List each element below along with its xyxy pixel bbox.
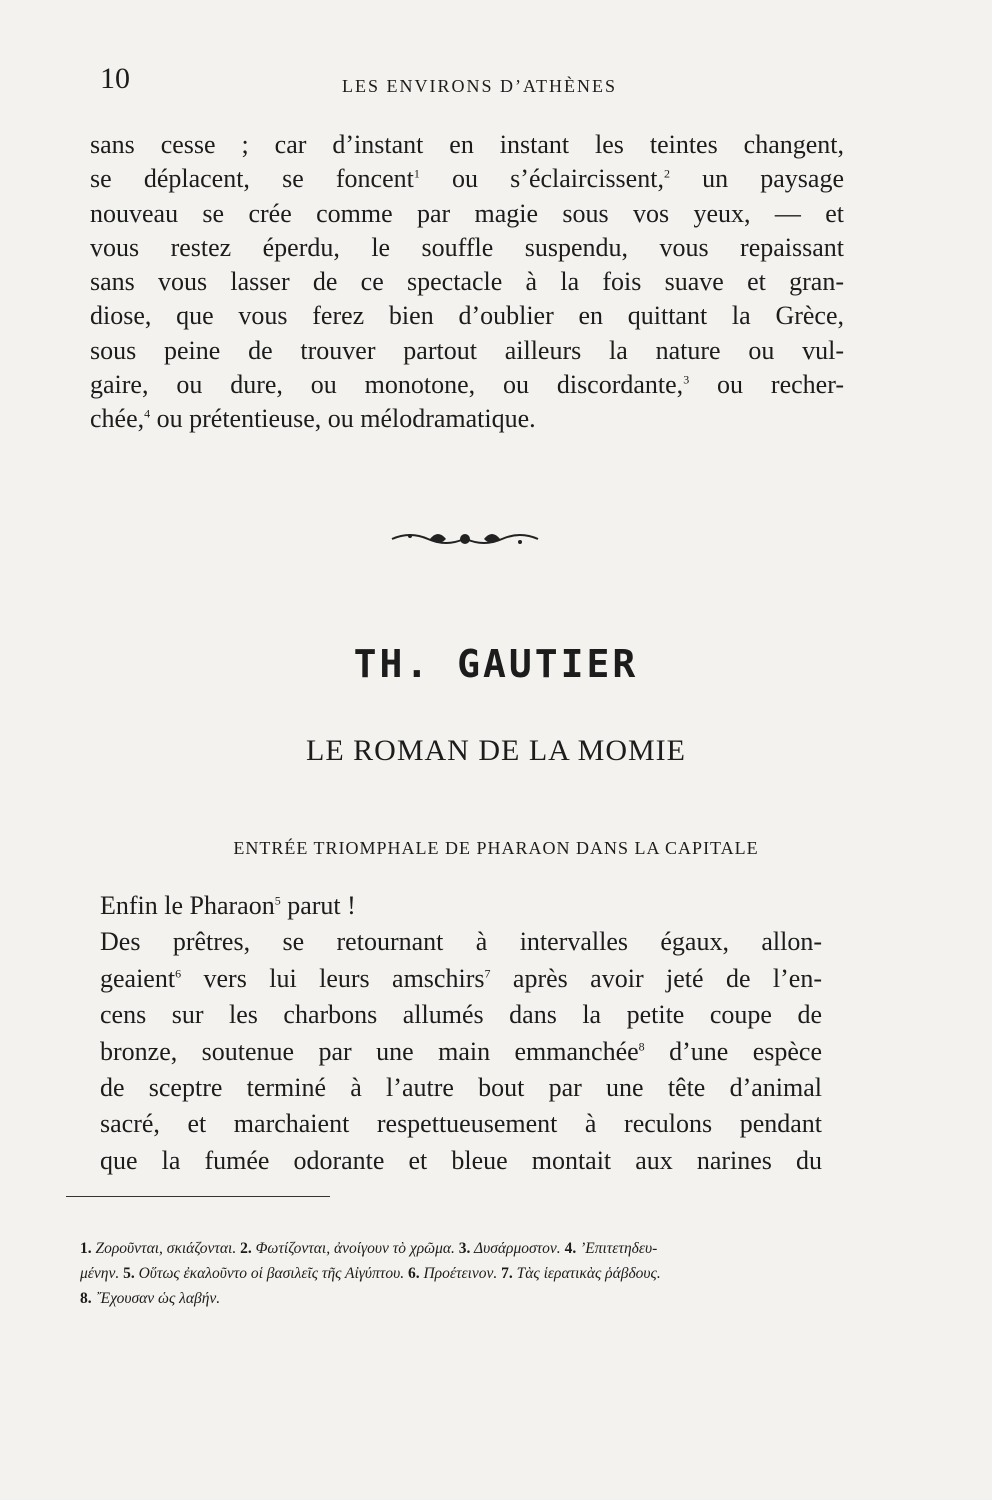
text-line: Des prêtres, se retournant à intervalles égaux, allon- xyxy=(100,927,822,957)
text-line: sacré, et marchaient respettueusement à reculons pendant xyxy=(100,1109,822,1139)
text-line xyxy=(90,402,844,436)
footnote-line xyxy=(80,1261,822,1286)
footnote-marker: 1 xyxy=(413,166,420,181)
page-number: 10 xyxy=(100,62,130,95)
running-title: LES ENVIRONS D’ATHÈNES xyxy=(342,76,617,96)
text-fragment: après avoir jeté de l’en- xyxy=(490,963,822,993)
footnote-text: Δυσάρμοστον. xyxy=(470,1240,561,1257)
text-fragment: un paysage xyxy=(669,164,844,194)
footnote-number: 4. xyxy=(560,1240,577,1257)
text-line: sous peine de trouver partout ailleurs la nature ou vul- xyxy=(90,335,844,365)
text-line: cens sur les charbons allumés dans la petite coupe de xyxy=(100,1000,822,1030)
footnote-number: 1. xyxy=(80,1240,92,1257)
running-head xyxy=(90,60,850,100)
footnote-line xyxy=(80,1236,822,1261)
footnote-number: 8. xyxy=(80,1290,92,1307)
footnote-text: Τὰς ἱερατικὰς ῥάβδους. xyxy=(512,1265,661,1282)
footnote-number: 6. xyxy=(404,1265,420,1282)
text-line xyxy=(100,888,822,924)
text-fragment: se déplacent, se foncent xyxy=(90,164,414,194)
footnote-marker: 2 xyxy=(663,166,670,181)
text-fragment: d’une espèce xyxy=(644,1036,822,1066)
work-title: LE ROMAN DE LA MOMIE xyxy=(306,734,686,767)
author-heading: TH. GAUTIER xyxy=(353,642,639,686)
text-line xyxy=(90,368,844,402)
text-fragment: vers lui leurs amschirs xyxy=(181,963,485,993)
text-line: diose, que vous ferez bien d’oublier en quittant la Grèce, xyxy=(90,301,844,331)
section-subtitle: ENTRÉE TRIOMPHALE DE PHARAON DANS LA CAPITALE xyxy=(233,838,759,858)
text-line xyxy=(100,1034,822,1070)
text-line: sans vous lasser de ce spectacle à la fois suave et gran- xyxy=(90,267,844,297)
text-fragment: parut ! xyxy=(280,891,356,920)
text-fragment: geaient xyxy=(100,963,176,993)
footnote-line xyxy=(80,1286,822,1311)
footnote-text: Φωτίζονται, ἀνοίγουν τὸ χρῶμα. xyxy=(251,1240,455,1257)
footnotes xyxy=(80,1236,822,1311)
paragraph-1 xyxy=(90,128,844,437)
footnote-number: 3. xyxy=(454,1240,471,1257)
text-fragment: gaire, ou dure, ou monotone, ou discordante, xyxy=(90,370,684,400)
text-line: que la fumée odorante et bleue montait aux narines du xyxy=(100,1145,822,1175)
text-line xyxy=(90,162,844,196)
text-line: sans cesse ; car d’instant en instant les teintes changent, xyxy=(90,130,844,159)
text-fragment: bronze, soutenue par une main emmanchée xyxy=(100,1036,639,1066)
footnote-text: Ζοροῦνται, σκιάζονται. xyxy=(91,1240,237,1257)
footnote-number: 5. xyxy=(119,1265,135,1282)
footnote-marker: 8 xyxy=(638,1038,645,1053)
footnote-marker: 4 xyxy=(144,406,151,421)
footnote-text: ’Επιτετηδευ- xyxy=(576,1240,658,1257)
footnote-marker: 5 xyxy=(274,893,281,908)
text-fragment: Enfin le Pharaon xyxy=(100,891,275,920)
text-line: vous restez éperdu, le souffle suspendu, vous repaissant xyxy=(90,232,844,262)
footnote-number: 7. xyxy=(497,1265,513,1282)
text-fragment: ou prétentieuse, ou mélodramatique. xyxy=(156,404,536,434)
text-line xyxy=(100,961,822,997)
footnote-marker: 7 xyxy=(484,966,491,981)
text-line: de sceptre terminé à l’autre bout par une tête d’animal xyxy=(100,1073,822,1103)
footnote-text: Οὕτως ἐκαλοῦντο οἱ βασιλεῖς τῆς Αἰγύπτου. xyxy=(134,1265,405,1282)
ornament-divider-icon xyxy=(390,527,540,551)
footnote-marker: 6 xyxy=(175,966,182,981)
text-fragment: ou s’éclaircissent, xyxy=(419,164,664,194)
footnote-divider xyxy=(66,1196,330,1197)
footnote-marker: 3 xyxy=(683,372,690,387)
text-line: nouveau se crée comme par magie sous vos yeux, — et xyxy=(90,198,844,228)
paragraph-2 xyxy=(100,888,822,1179)
footnote-text: μένην. xyxy=(80,1265,120,1282)
text-fragment: chée, xyxy=(90,404,145,434)
footnote-number: 2. xyxy=(236,1240,252,1257)
text-fragment: ou recher- xyxy=(689,370,844,400)
footnote-text: ῎Εχουσαν ὡς λαβήν. xyxy=(91,1290,221,1307)
footnote-text: Προέτεινον. xyxy=(419,1265,498,1282)
